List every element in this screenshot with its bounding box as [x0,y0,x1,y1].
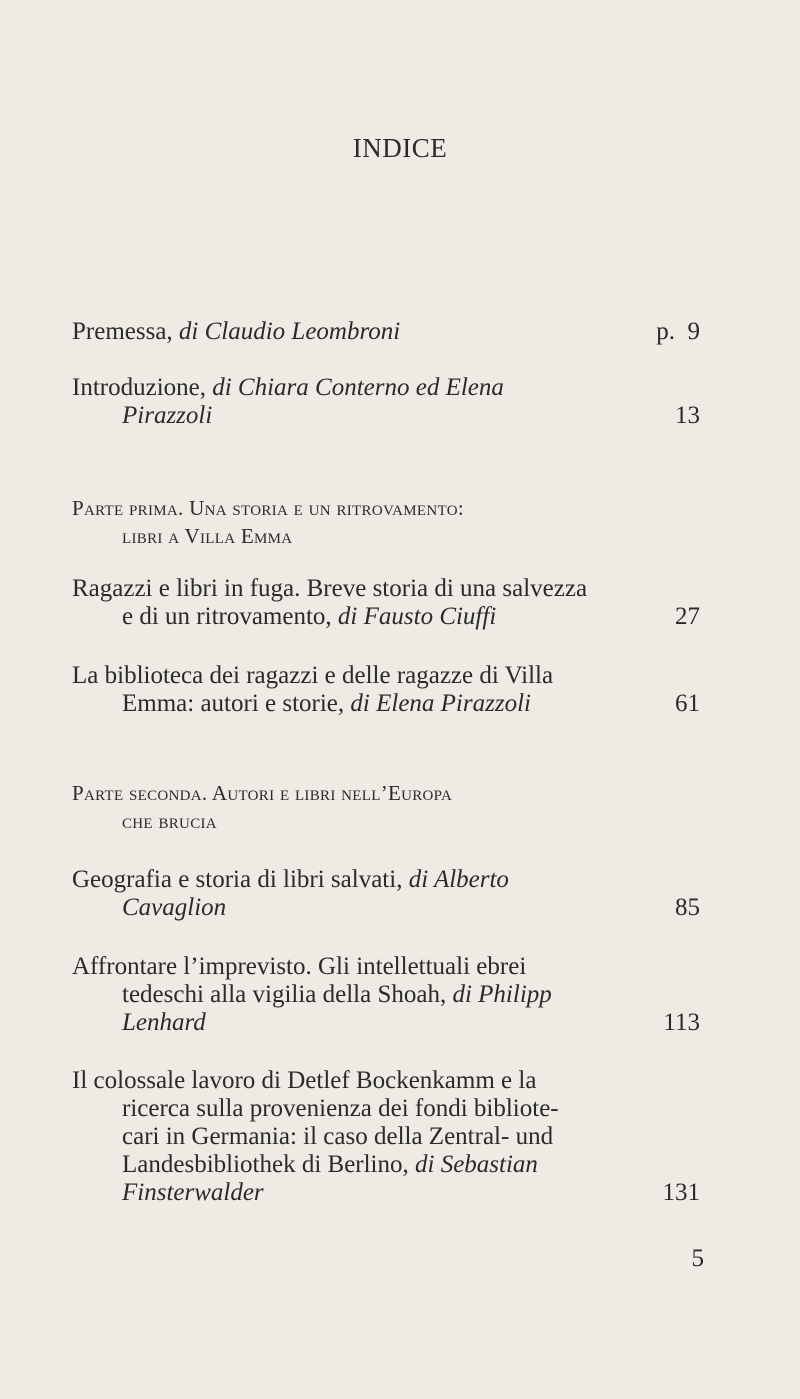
entry-title: Geografia e storia di libri salvati, [72,866,409,893]
toc-entry-introduzione [72,374,632,430]
part-heading-line: Parte prima. Una storia e un ritrovamento: [72,496,464,520]
toc-entry-ragazzi-e-libri [72,575,632,631]
entry-title-continued: Landesbibliothek di Berlino, [122,1151,416,1178]
part-heading-2 [72,779,632,835]
part-heading-line: libri a Villa Emma [122,524,293,548]
entry-author: di Alberto [408,866,509,893]
part-heading-line: che brucia [122,809,217,833]
entry-author: di Fausto Ciuffi [337,603,497,630]
toc-page-number: 131 [662,1179,700,1206]
entry-title: Premessa, [72,318,179,345]
entry-author: di Chiara Conterno ed Elena [212,374,504,401]
toc-entry-premessa [72,318,632,346]
entry-author: di Sebastian [415,1151,538,1178]
entry-title: Il colossale lavoro di Detlef Bockenkamm e la [72,1067,537,1094]
entry-author-continued: Pirazzoli [122,402,213,429]
toc-page-number: 113 [663,1009,700,1036]
entry-author-continued: Cavaglion [122,894,227,921]
entry-author-continued: Lenhard [122,1009,206,1036]
entry-author: di Philipp [452,981,552,1008]
entry-title: Ragazzi e libri in fuga. Breve storia di una salvezza [72,575,588,602]
entry-title: Affrontare l’imprevisto. Gli intellettuali ebrei [72,953,527,980]
toc-page-number: 85 [675,894,700,921]
toc-entry-affrontare [72,953,632,1037]
toc-page-number: 13 [675,402,700,429]
toc-entry-geografia [72,866,632,922]
entry-title-continued: Emma: autori e storie, [122,690,351,717]
part-heading-line: Parte seconda. Autori e libri nell’Europa [72,781,453,805]
toc-entry-colossale-lavoro [72,1067,632,1207]
toc-entry-biblioteca [72,662,632,718]
entry-title: La biblioteca dei ragazzi e delle ragazze di Villa [72,662,554,689]
entry-author: di Elena Pirazzoli [350,690,531,717]
entry-title-continued: tedeschi alla vigilia della Shoah, [122,981,453,1008]
entry-title-continued: cari in Germania: il caso della Zentral- und [122,1123,554,1150]
page-value: 9 [687,318,700,345]
page-title: INDICE [352,133,448,163]
entry-author: di Claudio Leombroni [178,318,401,345]
entry-author-continued: Finsterwalder [122,1179,264,1206]
entry-title-continued: e di un ritrovamento, [122,603,338,630]
entry-title: Introduzione, [72,374,213,401]
toc-page-number: 61 [675,690,700,717]
entry-title-continued: ricerca sulla provenienza dei fondi bibliote- [122,1095,559,1122]
part-heading-1 [72,494,632,550]
page-prefix: p. [656,318,675,345]
page-folio: 5 [691,1245,704,1272]
toc-page-number: 27 [675,603,700,630]
toc-page-number [600,318,700,346]
